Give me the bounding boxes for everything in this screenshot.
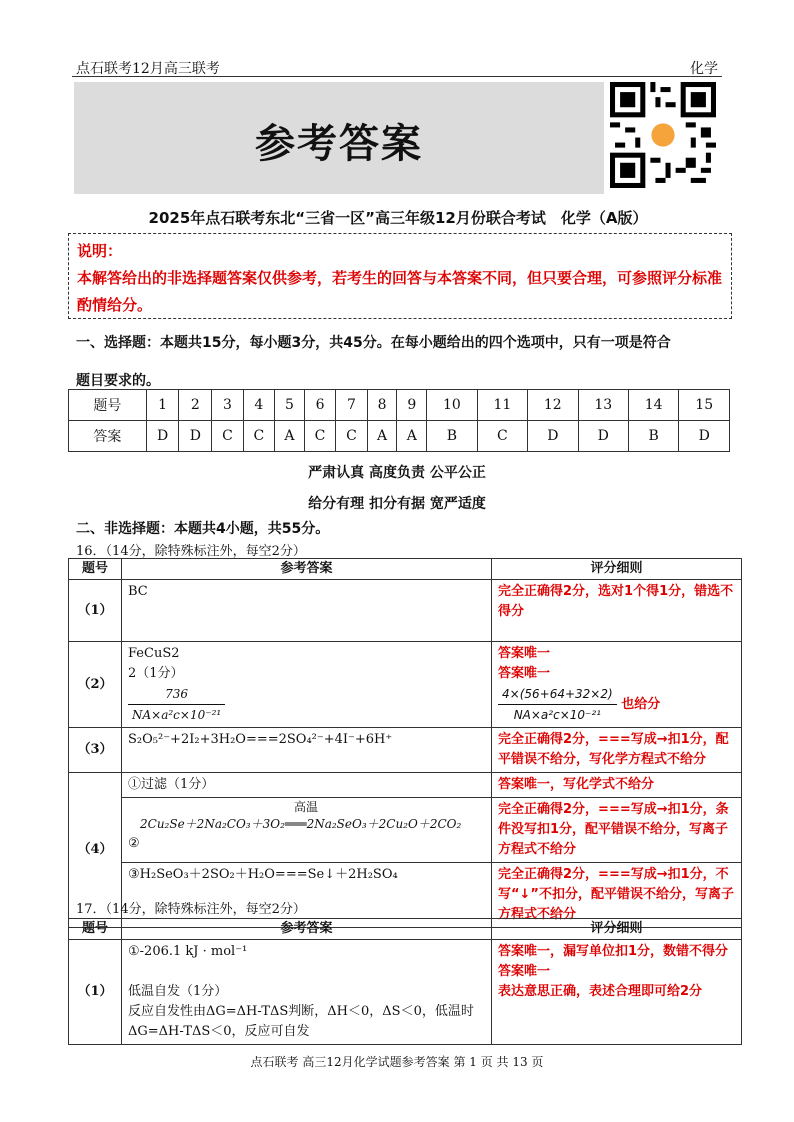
page-header	[72, 58, 722, 77]
sub-mark: ②	[128, 836, 140, 851]
banner-title: 参考答案	[255, 120, 423, 167]
number-cell: 6	[304, 390, 335, 421]
answer-cell: C	[336, 421, 367, 452]
number-cell: 4	[243, 390, 274, 421]
reference-answer: ③H₂SeO₃＋2SO₂＋H₂O===Se↓＋2H₂SO₄	[122, 863, 492, 928]
answer-cell: C	[477, 421, 527, 452]
answer-cell: C	[212, 421, 243, 452]
answer-table	[68, 389, 730, 452]
q17-table	[68, 918, 742, 1045]
answer-line: 低温自发（1分）	[128, 984, 228, 999]
header-right: 化学	[690, 61, 718, 77]
q16-header-row	[69, 559, 742, 580]
fraction-numerator: 4×(56+64+32×2)	[498, 684, 617, 705]
answer-value: 2（1分）	[128, 666, 184, 681]
q16-table	[68, 558, 742, 928]
answer-cell: D	[146, 421, 179, 452]
rule-line: 答案唯一	[498, 964, 551, 979]
reference-answer: S₂O₅²⁻+2I₂+3H₂O===2SO₄²⁻+4I⁻+6H⁺	[122, 728, 492, 773]
title-banner	[74, 82, 604, 194]
section-2-heading: 二、非选择题：本题共4小题，共55分。	[76, 521, 330, 537]
section-1-line2: 题目要求的。	[76, 373, 160, 389]
q16-row-1	[69, 580, 742, 642]
answer-line: 反应自发性由ΔG=ΔH-TΔS判断，ΔH＜0，ΔS＜0，低温时ΔG=ΔH-TΔS＜0，反应可自发	[128, 1004, 474, 1039]
reaction-equation: 2Cu₂Se＋2Na₂CO₃＋3O₂═══2Na₂SeO₃＋2Cu₂O＋2CO₂	[140, 817, 462, 831]
q16-heading: 16．（14分，除特殊标注外，每空2分）	[76, 544, 306, 559]
row-label: 题号	[69, 390, 147, 421]
q16-row-3	[69, 728, 742, 773]
number-cell: 11	[477, 390, 527, 421]
density-fraction	[128, 684, 225, 725]
col-header: 题号	[69, 559, 122, 580]
q16-row-2	[69, 642, 742, 728]
q16-row-4b	[69, 798, 742, 863]
number-cell: 3	[212, 390, 243, 421]
note-title: 说明：	[77, 242, 123, 260]
reaction-condition: 高温	[294, 800, 319, 814]
section-1-line1: 一、选择题：本题共15分，每小题3分，共45分。在每小题给出的四个选项中，只有一项是符合	[76, 335, 671, 351]
scoring-rule: 完全正确得2分，===写成→扣1分，不写“↓”不扣分，配平错误不给分，写离子方程式不给分	[492, 863, 742, 928]
number-cell: 8	[367, 390, 397, 421]
col-header: 题号	[69, 919, 122, 940]
reference-answer: ①过滤（1分）	[122, 773, 492, 798]
number-cell: 15	[679, 390, 730, 421]
col-header: 参考答案	[122, 919, 492, 940]
answer-line: ①-206.1 kJ · mol⁻¹	[128, 944, 248, 959]
q17-header-row	[69, 919, 742, 940]
fraction-numerator: 736	[128, 684, 225, 705]
col-header: 参考答案	[122, 559, 492, 580]
fraction-denominator: NA×a²c×10⁻²¹	[132, 708, 222, 722]
answer-cell: D	[578, 421, 628, 452]
number-cell: 7	[336, 390, 367, 421]
question-number: （2）	[69, 642, 122, 728]
question-number: （4）	[69, 773, 122, 928]
number-cell: 5	[275, 390, 305, 421]
alt-fraction	[498, 684, 617, 725]
reference-answer	[122, 798, 492, 863]
header-left: 点石联考12月高三联考	[76, 61, 220, 77]
scoring-rule: 完全正确得2分，===写成→扣1分，配平错误不给分，写化学方程式不给分	[492, 728, 742, 773]
q17-row-1	[69, 940, 742, 1045]
answer-cell: B	[427, 421, 477, 452]
rule-line: 答案唯一，漏写单位扣1分，数错不得分	[498, 944, 729, 959]
reference-answer: BC	[122, 580, 492, 642]
number-cell: 10	[427, 390, 477, 421]
answer-cell: C	[304, 421, 335, 452]
question-number: （1）	[69, 580, 122, 642]
note-text: 本解答给出的非选择题答案仅供参考，若考生的回答与本答案不同，但只要合理，可参照评分标准酌情给分。	[77, 269, 723, 314]
rule-line: 答案唯一	[498, 666, 551, 681]
answer-table-number-row	[69, 390, 730, 421]
scoring-rule	[492, 642, 742, 728]
fraction-denominator: NA×a²c×10⁻²¹	[513, 708, 601, 722]
page-footer: 点石联考 高三12月化学试题参考答案 第 1 页 共 13 页	[250, 1055, 544, 1069]
answer-cell: B	[628, 421, 678, 452]
answer-cell: D	[179, 421, 212, 452]
answer-cell: A	[367, 421, 397, 452]
number-cell: 14	[628, 390, 678, 421]
answer-formula: FeCuS2	[128, 646, 180, 661]
number-cell: 2	[179, 390, 212, 421]
number-cell: 9	[397, 390, 427, 421]
answer-cell: D	[528, 421, 578, 452]
document-title: 2025年点石联考东北“三省一区”高三年级12月份联合考试 化学（A版）	[148, 209, 648, 227]
answer-cell: A	[275, 421, 305, 452]
col-header: 评分细则	[492, 919, 742, 940]
qr-code	[610, 82, 716, 188]
reference-answer	[122, 642, 492, 728]
scoring-rule: 完全正确得2分，选对1个得1分，错选不得分	[492, 580, 742, 642]
motto-line-1: 严肃认真 高度负责 公平公正	[308, 465, 486, 481]
answer-cell: D	[679, 421, 730, 452]
row-label: 答案	[69, 421, 147, 452]
instructions-box	[68, 233, 732, 319]
question-number: （3）	[69, 728, 122, 773]
q16-row-4a	[69, 773, 742, 798]
reference-answer	[122, 940, 492, 1045]
answer-cell: A	[397, 421, 427, 452]
answer-cell: C	[243, 421, 274, 452]
answer-table-answer-row	[69, 421, 730, 452]
rule-suffix: 也给分	[621, 697, 661, 712]
scoring-rule	[492, 940, 742, 1045]
rule-line: 表达意思正确，表述合理即可给2分	[498, 984, 703, 999]
scoring-rule: 答案唯一，写化学式不给分	[492, 773, 742, 798]
rule-line: 答案唯一	[498, 646, 551, 661]
number-cell: 13	[578, 390, 628, 421]
scoring-rule: 完全正确得2分，===写成→扣1分，条件没写扣1分，配平错误不给分，写离子方程式不给分	[492, 798, 742, 863]
number-cell: 1	[146, 390, 179, 421]
col-header: 评分细则	[492, 559, 742, 580]
number-cell: 12	[528, 390, 578, 421]
motto-line-2: 给分有理 扣分有据 宽严适度	[308, 496, 486, 512]
question-number: （1）	[69, 940, 122, 1045]
q17-heading: 17．（14分，除特殊标注外，每空2分）	[76, 902, 306, 917]
section-1-heading	[76, 328, 736, 396]
